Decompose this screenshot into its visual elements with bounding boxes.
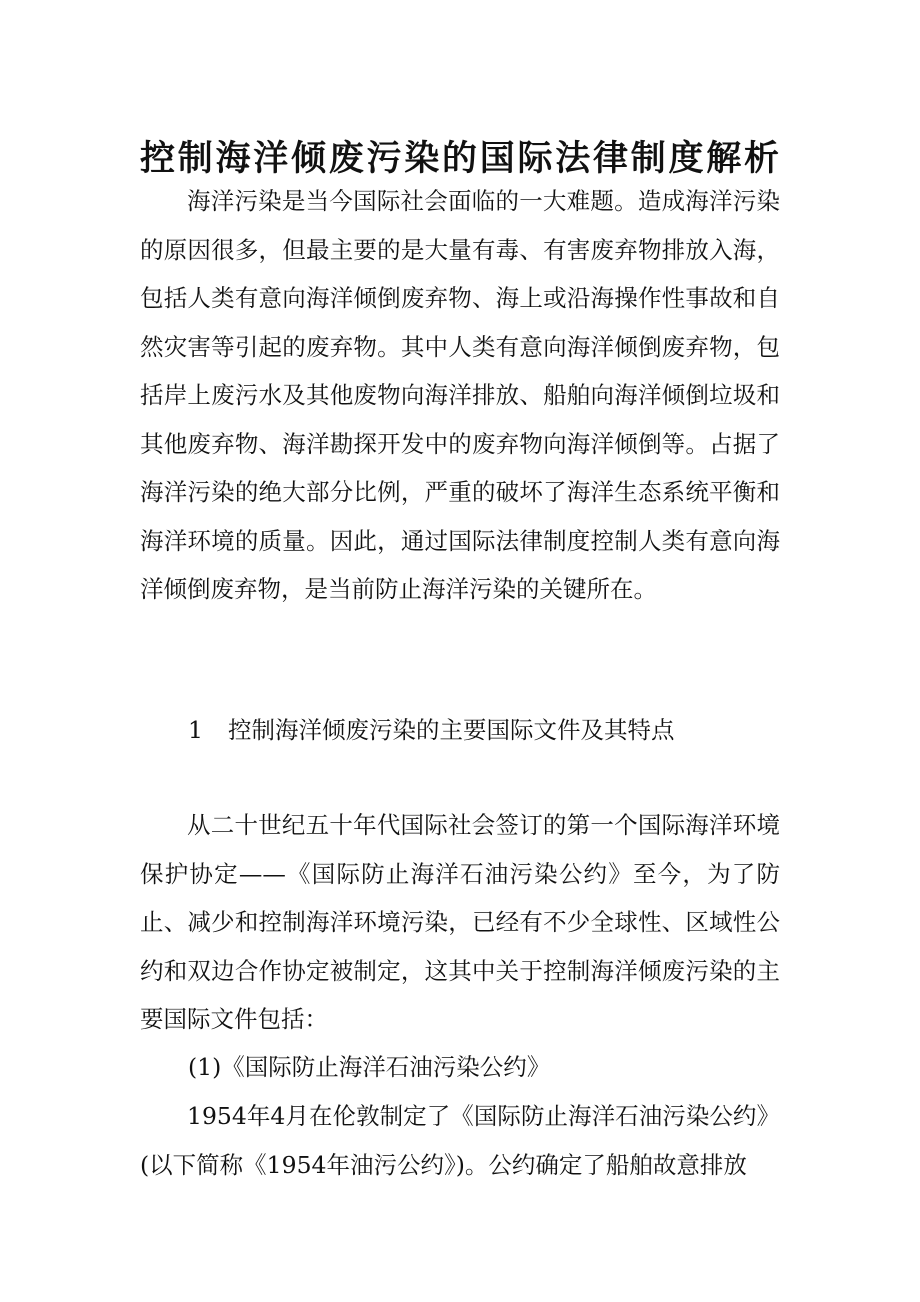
- section-number: 1: [188, 716, 203, 744]
- section-heading-text: 控制海洋倾废污染的主要国际文件及其特点: [228, 716, 675, 744]
- body-paragraph: 从二十世纪五十年代国际社会签订的第一个国际海洋环境保护协定——《国际防止海洋石油污染公约》至今，为了防止、减少和控制海洋环境污染，已经有不少全球性、区域性公约和双边合作协定被制定，这其中关于控制海洋倾废污染的主要国际文件包括：: [140, 811, 780, 1033]
- intro-paragraph: 海洋污染是当今国际社会面临的一大难题。造成海洋污染的原因很多，但最主要的是大量有毒、有害废弃物排放入海，包括人类有意向海洋倾倒废弃物、海上或沿海操作性事故和自然灾害等引起的废弃物。其中人类有意向海洋倾倒废弃物，包括岸上废污水及其他废物向海洋排放、船舶向海洋倾倒垃圾和其他废弃物、海洋勘探开发中的废弃物向海洋倾倒等。占据了海洋污染的绝大部分比例，严重的破坏了海洋生态系统平衡和海洋环境的质量。因此，通过国际法律制度控制人类有意向海洋倾倒废弃物，是当前防止海洋污染的关键所在。: [140, 187, 780, 603]
- section-heading: [188, 706, 780, 755]
- body-paragraph-truncated: 1954年4月在伦敦制定了《国际防止海洋石油污染公约》(以下简称《1954年油污公约》)。公约确定了船舶故意排放: [140, 1102, 780, 1179]
- document-title: 控制海洋倾废污染的国际法律制度解析: [140, 139, 780, 180]
- list-item: (1)《国际防止海洋石油污染公约》: [188, 1053, 551, 1081]
